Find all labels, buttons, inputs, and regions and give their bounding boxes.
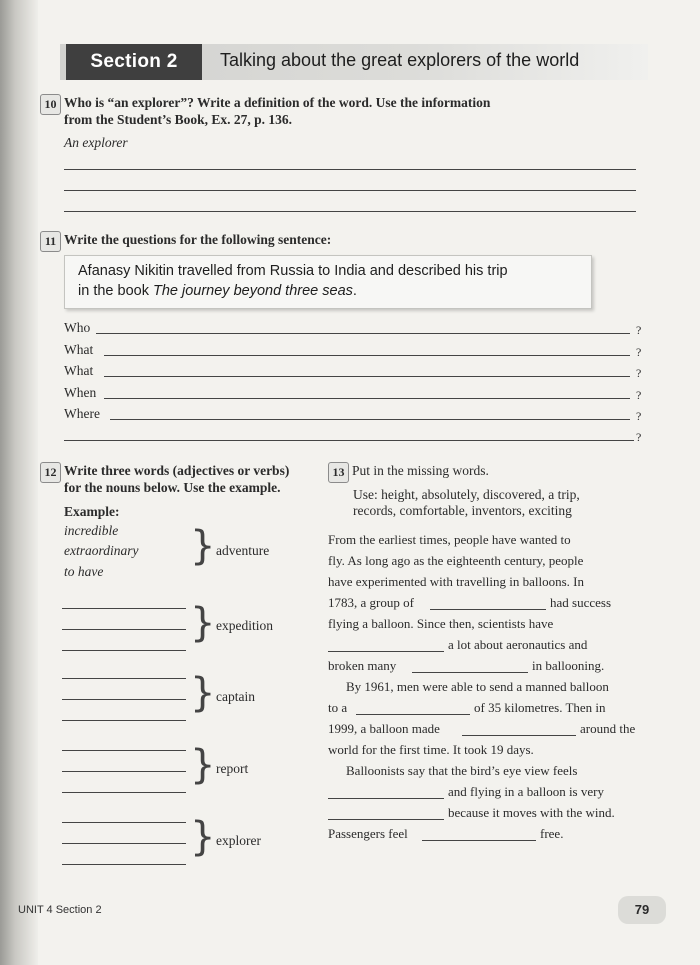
gap-blank[interactable] [462, 735, 576, 736]
task13-instruction: Put in the missing words. [352, 463, 489, 478]
sentence-text [78, 261, 508, 301]
task13-use-line1: Use: height, absolutely, discovered, a trip, [353, 487, 580, 502]
gap-blank[interactable] [328, 819, 444, 820]
gap-blank[interactable] [412, 672, 528, 673]
word-blank[interactable] [62, 792, 186, 793]
task10-instruction-line2: from the Student’s Book, Ex. 27, p. 136. [64, 112, 293, 127]
task11-instruction: Write the questions for the following sentence: [64, 232, 332, 247]
gap-blank[interactable] [328, 651, 444, 652]
answer-line[interactable] [64, 211, 636, 212]
text-line: world for the first time. It took 19 days. [328, 742, 534, 757]
text-line: By 1961, men were able to send a manned balloon [346, 679, 609, 694]
word-blank[interactable] [62, 843, 186, 844]
section-label: Section 2 [66, 44, 202, 80]
example-word: to have [64, 564, 104, 579]
noun-captain: captain [216, 689, 255, 704]
text-line: around the [580, 721, 636, 736]
brace-icon: } [190, 600, 216, 646]
word-blank[interactable] [62, 699, 186, 700]
word-blank[interactable] [62, 822, 186, 823]
brace-icon: } [190, 814, 216, 860]
question-mark: ? [636, 430, 642, 444]
task-number-11: 11 [40, 231, 61, 252]
text-line: broken many [328, 658, 397, 673]
sentence-line2: in the book The journey beyond three seas. [78, 283, 357, 299]
task-number-12: 12 [40, 462, 61, 483]
answer-line[interactable] [64, 169, 636, 170]
word-blank[interactable] [62, 650, 186, 651]
text-line: flying a balloon. Since then, scientists have [328, 616, 554, 631]
text-line: because it moves with the wind. [448, 805, 615, 820]
text-line: a lot about aeronautics and [448, 637, 588, 652]
noun-expedition: expedition [216, 618, 273, 633]
answer-line[interactable] [96, 333, 630, 334]
task-number-13: 13 [328, 462, 349, 483]
text-line: and flying in a balloon is very [448, 784, 604, 799]
text-line: Passengers feel [328, 826, 408, 841]
question-mark: ? [636, 366, 642, 380]
answer-line[interactable] [64, 190, 636, 191]
example-label: Example: [64, 504, 120, 519]
question-mark: ? [636, 409, 642, 423]
noun-report: report [216, 761, 249, 776]
page-binding-shadow [0, 0, 38, 965]
gap-blank[interactable] [328, 798, 444, 799]
task10-starter: An explorer [64, 135, 128, 150]
example-word: extraordinary [64, 543, 139, 558]
task-number-10: 10 [40, 94, 61, 115]
text-line: of 35 kilometres. Then in [474, 700, 606, 715]
text-line: fly. As long ago as the eighteenth century, people [328, 553, 584, 568]
answer-line[interactable] [64, 440, 634, 441]
example-word: incredible [64, 523, 119, 538]
answer-line[interactable] [104, 398, 630, 399]
answer-line[interactable] [104, 376, 630, 377]
word-blank[interactable] [62, 720, 186, 721]
sentence-line1: Afanasy Nikitin travelled from Russia to India and described his trip [78, 263, 508, 279]
footer-unit: UNIT 4 Section 2 [18, 904, 102, 916]
word-blank[interactable] [62, 864, 186, 865]
word-blank[interactable] [62, 678, 186, 679]
task10-instruction-line1: Who is “an explorer”? Write a definition of the word. Use the information [64, 95, 491, 110]
question-label-what: What [64, 363, 94, 378]
page-number: 79 [618, 896, 666, 924]
text-line: in ballooning. [532, 658, 605, 673]
text-line: had success [550, 595, 612, 610]
question-mark: ? [636, 323, 642, 337]
word-blank[interactable] [62, 750, 186, 751]
text-line: Balloonists say that the bird’s eye view feels [346, 763, 578, 778]
brace-icon: } [190, 670, 216, 716]
text-line: 1999, a balloon made [328, 721, 440, 736]
gap-blank[interactable] [422, 840, 536, 841]
word-blank[interactable] [62, 771, 186, 772]
text-line: have experimented with travelling in balloons. In [328, 574, 584, 589]
answer-line[interactable] [104, 355, 630, 356]
question-mark: ? [636, 345, 642, 359]
noun-adventure: adventure [216, 543, 270, 558]
task13-use-line2: records, comfortable, inventors, exciting [353, 503, 572, 518]
text-line: to a [328, 700, 348, 715]
word-blank[interactable] [62, 608, 186, 609]
question-label-where: Where [64, 406, 100, 421]
brace-icon: } [190, 742, 216, 788]
task12-instruction-line2: for the nouns below. Use the example. [64, 480, 281, 495]
task12-instruction-line1: Write three words (adjectives or verbs) [64, 463, 290, 478]
question-label-who: Who [64, 320, 91, 335]
section-title: Talking about the great explorers of the world [220, 50, 580, 70]
book-title: The journey beyond three seas [152, 283, 353, 299]
text-line: free. [540, 826, 564, 841]
brace-icon: } [190, 523, 216, 569]
gap-blank[interactable] [430, 609, 546, 610]
text-line: 1783, a group of [328, 595, 414, 610]
question-label-when: When [64, 385, 97, 400]
question-label-what: What [64, 342, 94, 357]
text-line: From the earliest times, people have wanted to [328, 532, 571, 547]
gap-blank[interactable] [356, 714, 470, 715]
question-mark: ? [636, 388, 642, 402]
answer-line[interactable] [110, 419, 630, 420]
noun-explorer: explorer [216, 833, 261, 848]
word-blank[interactable] [62, 629, 186, 630]
